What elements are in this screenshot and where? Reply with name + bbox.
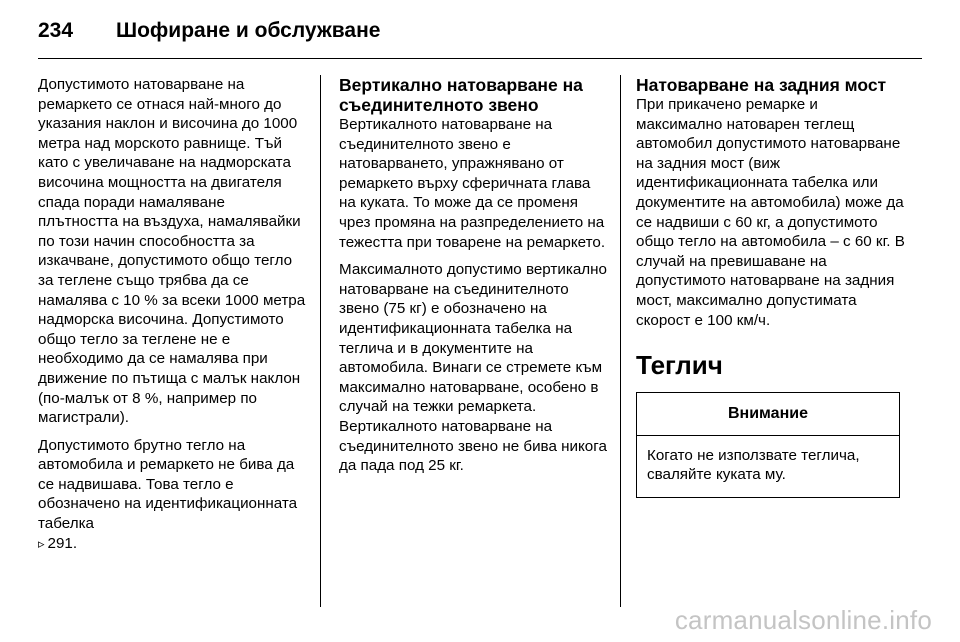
paragraph-rear-axle-load: При прикачено ремарке и максимално натоварен теглещ автомобил допустимото натоварване на задния мост (виж идентификационната табелка или документите на автомобила) може да се надвиши с 60 кг, а допустимото общо тегло на автомобила – с 60 кг. В случай на превишаване на допустимото натоварване на задния мост, максимално допустимата скорост е 100 км/ч. [636,96,905,329]
column-divider-2 [620,75,621,607]
page-ref-arrow-icon: ▹ [38,536,45,552]
paragraph-vertical-load-max: Максималното допустимо вертикално натоварване на съединителното звено (75 кг) е обозначено на идентификационната табелка на теглича и в документите на автомобила. Винаги се стремете към максимално натоварване, особено в случай на тежки ремаркета. Вертикалното натоварване на съединителното звено не бива никога да пада под 25 кг. [339,261,607,475]
page-title: Шофиране и обслужване [116,19,381,42]
heading-rear-axle-load: Натоварване на задния мост [636,75,887,95]
page-number: 234 [38,19,74,42]
column-3 [636,75,906,498]
header-rule [38,58,922,59]
column-1 [38,75,308,562]
page-header [38,14,922,48]
notice-title: Внимание [637,393,899,436]
paragraph-vertical-load-definition: Вертикалното натоварване на съединителното звено е натоварването, упражнявано от ремаркето върху сферичната глава на куката. То може да се променя чрез промяна на разпределението на тежестта при товарене на ремаркето. [339,116,606,251]
page-ref-link[interactable]: 291. [47,534,78,552]
heading-vertical-load: Вертикално натоварване на съединителното звено [339,75,583,115]
notice-text: Когато не използвате теглича, сваляйте куката му. [647,446,860,484]
column-divider-1 [320,75,321,607]
paragraph-towing-load-altitude: Допустимото натоварване на ремаркето се отнася най-много до указания наклон и височина до 1000 метра над морското равнище. Тъй като с увеличаване на надморската височина мощността на двигателя спада поради намаляване плътността на въздуха, намалявайки по този начин способността за изкачване, допустимото общо тегло за теглене също трябва да се намалява с 10 % за всеки 1000 метра надморска височина. Допустимото общо тегло за теглене не е необходимо да се намалява при движение по пътища с малък наклон (по-малък от 8 %, например по магистрали). [38,76,306,427]
column-2 [339,75,611,484]
watermark: carmanualsonline.info [674,605,932,635]
paragraph-gross-weight-text: Допустимото брутно тегло на автомобила и ремаркето не бива да се надвишава. Това тегло е обозначено на идентификационната табелка [38,436,298,533]
section-title-towbar: Теглич [636,350,723,381]
paragraph-gross-weight [38,436,308,555]
warning-notice-box [636,392,900,498]
